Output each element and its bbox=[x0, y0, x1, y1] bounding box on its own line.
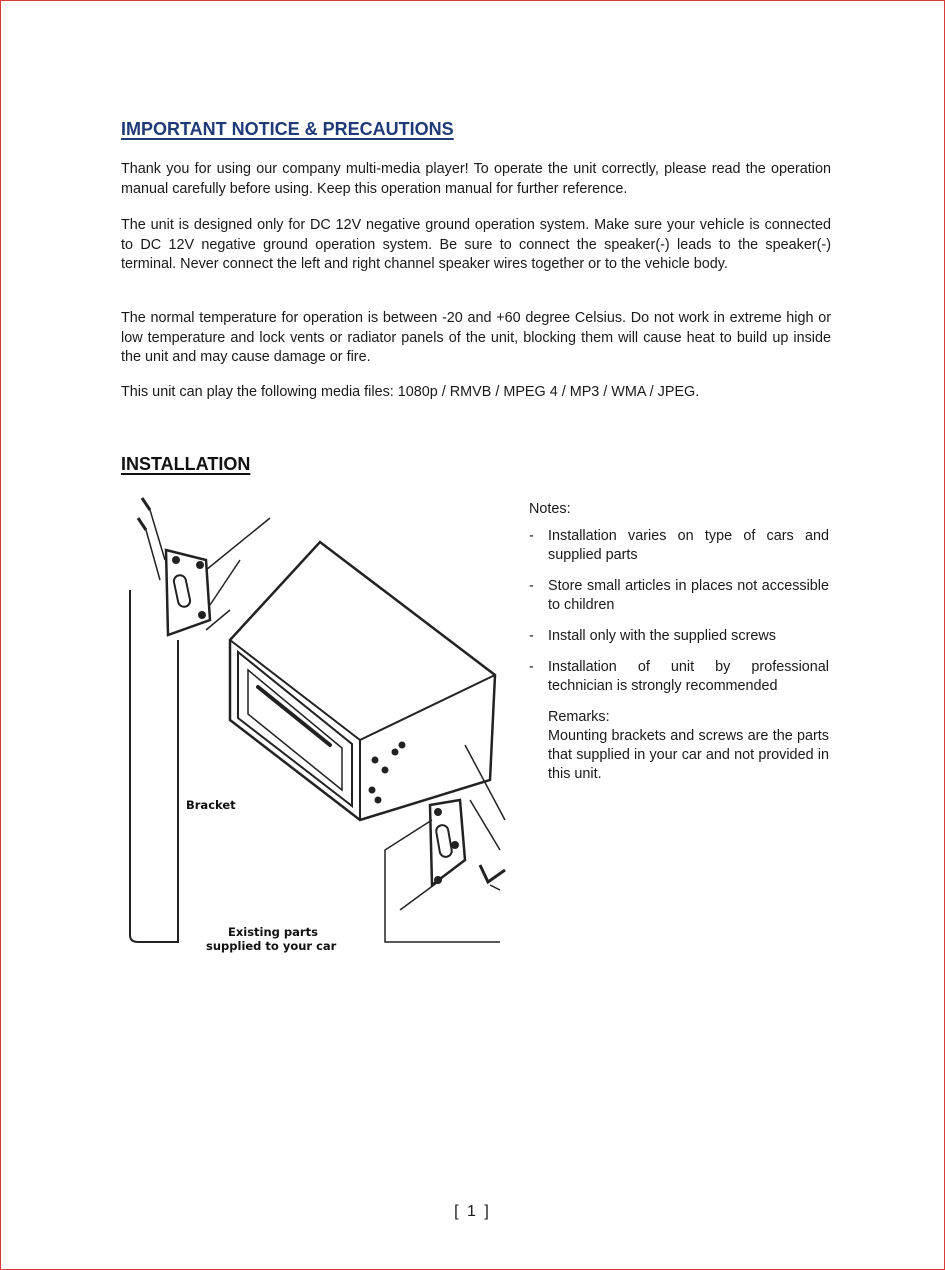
existing-parts-label: Existing parts bbox=[228, 925, 318, 939]
bracket-label: Bracket bbox=[186, 798, 236, 812]
note-item bbox=[529, 527, 829, 565]
note-dash: - bbox=[529, 578, 534, 594]
note-text: Install only with the supplied screws bbox=[548, 628, 776, 644]
note-text: Store small articles in places not accessible to children bbox=[548, 578, 829, 613]
remarks-block bbox=[529, 708, 829, 784]
page-number: [ 1 ] bbox=[454, 1203, 491, 1220]
remarks-text: Mounting brackets and screws are the parts that supplied in your car and not provided in this unit. bbox=[548, 728, 829, 782]
installation-heading: INSTALLATION bbox=[121, 454, 251, 474]
note-item bbox=[529, 658, 829, 696]
notice-heading: IMPORTANT NOTICE & PRECAUTIONS bbox=[121, 119, 454, 139]
notice-paragraph-2: The unit is designed only for DC 12V negative ground operation system. Make sure your vehicle is connected to DC 12V negative ground operation system. Be sure to connect the speaker(-) leads to the speaker(-) terminal. Never connect the left and right channel speaker wires together or to the vehicle body. bbox=[121, 217, 831, 272]
note-dash: - bbox=[529, 628, 534, 644]
notice-paragraph-3: The normal temperature for operation is between -20 and +60 degree Celsius. Do not work in extreme high or low temperature and lock vents or radiator panels of the unit, blocking them will cause heat to build up inside the unit and may cause damage or fire. bbox=[121, 310, 831, 365]
note-text: Installation of unit by professional technician is strongly recommended bbox=[548, 659, 829, 694]
supplied-to-car-label: supplied to your car bbox=[206, 939, 337, 953]
notes-list bbox=[529, 527, 829, 696]
note-dash: - bbox=[529, 659, 534, 675]
notice-paragraph-4: This unit can play the following media files: 1080p / RMVB / MPEG 4 / MP3 / WMA / JPEG. bbox=[121, 384, 700, 400]
notes-title: Notes: bbox=[529, 501, 571, 517]
note-dash: - bbox=[529, 528, 534, 544]
note-item bbox=[529, 627, 829, 646]
notice-paragraph-1: Thank you for using our company multi-media player! To operate the unit correctly, please read the operation manual carefully before using. Keep this operation manual for further reference. bbox=[121, 161, 831, 197]
installation-diagram bbox=[120, 490, 525, 960]
remarks-title: Remarks: bbox=[548, 709, 610, 725]
installation-notes bbox=[529, 500, 829, 784]
note-item bbox=[529, 577, 829, 615]
note-text: Installation varies on type of cars and supplied parts bbox=[548, 528, 829, 563]
